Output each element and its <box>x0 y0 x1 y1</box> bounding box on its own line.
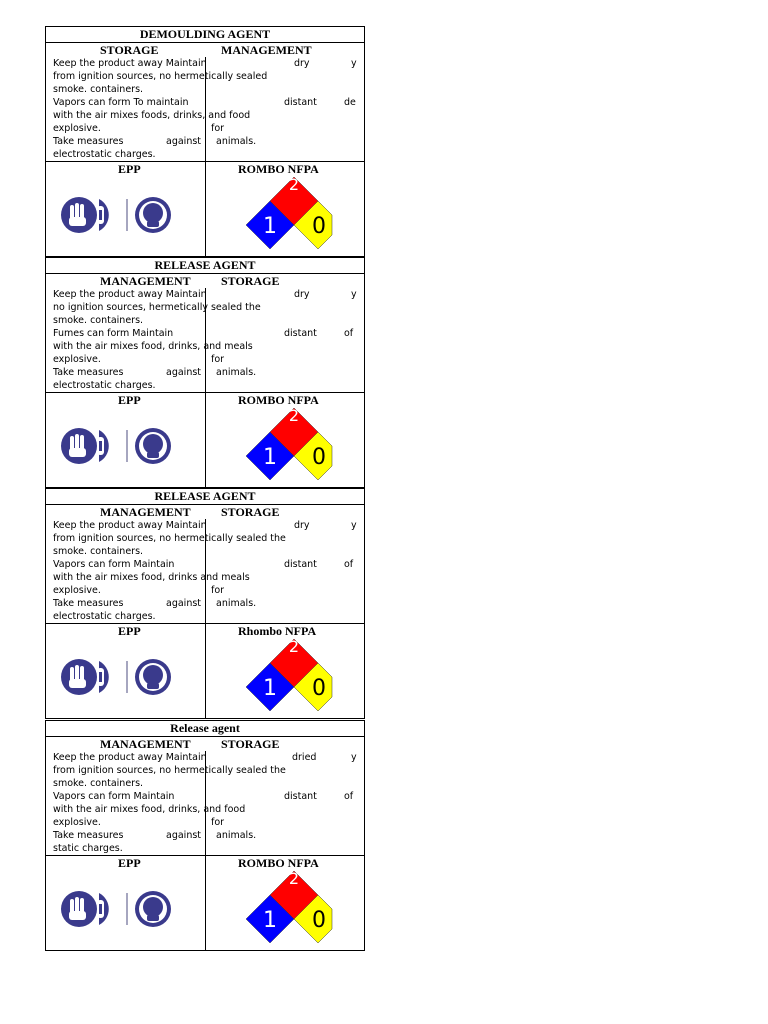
text-line: Keep the product away Maintain <box>53 752 207 763</box>
text-word: for <box>211 585 225 596</box>
text-word: dry <box>294 58 310 69</box>
nfpa-label: ROMBO NFPA <box>238 162 319 176</box>
text-word: against <box>166 136 202 147</box>
text-word: of <box>344 559 354 570</box>
epp-label: EPP <box>118 393 141 407</box>
text-word: de <box>344 97 356 108</box>
text-word: animals. <box>216 598 257 609</box>
column-header-left: STORAGE <box>100 43 159 57</box>
card-body-text <box>46 57 364 161</box>
text-line: explosive. <box>53 817 101 828</box>
column-header-left: MANAGEMENT <box>100 505 191 519</box>
text-line: Keep the product away Maintain <box>53 289 207 300</box>
nfpa-health-value: 1 <box>263 214 277 239</box>
ppe-icons <box>61 659 191 699</box>
nfpa-reactivity-value: 0 <box>312 214 326 239</box>
nfpa-diamond <box>246 177 336 257</box>
text-line: smoke. containers. <box>53 315 144 326</box>
face-mask-icon <box>135 659 171 695</box>
face-mask-icon <box>135 428 171 464</box>
text-line: electrostatic charges. <box>53 611 156 622</box>
card-symbols-row <box>46 161 364 256</box>
epp-label: EPP <box>118 162 141 176</box>
nfpa-fire-value: 2 <box>288 408 300 425</box>
card-body-text <box>46 751 364 855</box>
text-line: Keep the product away Maintain <box>53 58 207 69</box>
column-headers <box>46 737 364 751</box>
ear-protection-icon <box>97 893 109 925</box>
column-divider <box>205 162 206 256</box>
ppe-icons <box>61 197 191 237</box>
text-line: electrostatic charges. <box>53 149 156 160</box>
column-divider <box>205 624 206 718</box>
text-word: animals. <box>216 136 257 147</box>
text-line: electrostatic charges. <box>53 380 156 391</box>
text-line: with the air mixes food, drinks, and meals <box>53 341 253 352</box>
card-title: RELEASE AGENT <box>46 489 364 505</box>
text-word: animals. <box>216 830 257 841</box>
text-line: static charges. <box>53 843 123 854</box>
text-line: explosive. <box>53 354 101 365</box>
face-mask-icon <box>135 197 171 233</box>
gloves-icon <box>61 891 97 927</box>
ear-protection-icon <box>97 199 109 231</box>
text-line: smoke. containers. <box>53 84 144 95</box>
text-word: against <box>166 367 202 378</box>
text-word: for <box>211 123 225 134</box>
column-header-left: MANAGEMENT <box>100 274 191 288</box>
text-line: with the air mixes foods, drinks, and food <box>53 110 251 121</box>
text-line: from ignition sources, no hermetically sealed <box>53 71 268 82</box>
column-header-right: STORAGE <box>221 274 280 288</box>
text-word: dry <box>294 520 310 531</box>
column-divider <box>205 856 206 950</box>
column-headers <box>46 274 364 288</box>
text-line: Take measures <box>53 136 124 147</box>
card-title: Release agent <box>46 721 364 737</box>
text-word: for <box>211 354 225 365</box>
gloves-icon <box>61 428 97 464</box>
nfpa-label: ROMBO NFPA <box>238 856 319 870</box>
ear-protection-icon <box>97 430 109 462</box>
epp-label: EPP <box>118 856 141 870</box>
text-line: Take measures <box>53 598 124 609</box>
text-line: with the air mixes food, drinks, and food <box>53 804 246 815</box>
nfpa-health-value: 1 <box>263 676 277 701</box>
nfpa-health-value: 1 <box>263 445 277 470</box>
epp-label: EPP <box>118 624 141 638</box>
card-title: DEMOULDING AGENT <box>46 27 364 43</box>
nfpa-fire-value: 2 <box>288 177 300 194</box>
text-word: of <box>344 791 354 802</box>
text-line: explosive. <box>53 585 101 596</box>
text-word: y <box>351 289 357 300</box>
column-header-right: STORAGE <box>221 737 280 751</box>
text-line: Take measures <box>53 830 124 841</box>
nfpa-label: Rhombo NFPA <box>238 624 317 638</box>
nfpa-fire-value: 2 <box>288 639 300 656</box>
text-line: Vapors can form Maintain <box>53 559 175 570</box>
text-line: Keep the product away Maintain <box>53 520 207 531</box>
nfpa-reactivity-value: 0 <box>312 676 326 701</box>
card-body-text <box>46 519 364 623</box>
text-line: explosive. <box>53 123 101 134</box>
text-line: Fumes can form Maintain <box>53 328 174 339</box>
text-line: Vapors can form To maintain <box>53 97 189 108</box>
text-line: smoke. containers. <box>53 778 144 789</box>
text-line: smoke. containers. <box>53 546 144 557</box>
nfpa-fire-value: 2 <box>288 871 300 888</box>
text-word: distant <box>284 791 317 802</box>
text-word: against <box>166 830 202 841</box>
card-body-text <box>46 288 364 392</box>
nfpa-label: ROMBO NFPA <box>238 393 319 407</box>
ppe-icons <box>61 428 191 468</box>
card-symbols-row <box>46 392 364 487</box>
gloves-icon <box>61 197 97 233</box>
text-word: distant <box>284 328 317 339</box>
nfpa-reactivity-value: 0 <box>312 445 326 470</box>
text-word: for <box>211 817 225 828</box>
text-line: from ignition sources, no hermetically sealed the <box>53 533 286 544</box>
text-word: y <box>351 752 357 763</box>
gloves-icon <box>61 659 97 695</box>
text-word: distant <box>284 97 317 108</box>
column-header-right: MANAGEMENT <box>221 43 312 57</box>
ppe-icons <box>61 891 191 931</box>
column-headers <box>46 505 364 519</box>
card-title: RELEASE AGENT <box>46 258 364 274</box>
ear-protection-icon <box>97 661 109 693</box>
column-headers <box>46 43 364 57</box>
text-word: dried <box>292 752 317 763</box>
safety-card-4 <box>45 720 365 951</box>
text-word: of <box>344 328 354 339</box>
text-line: Take measures <box>53 367 124 378</box>
safety-card-3 <box>45 488 365 719</box>
text-word: against <box>166 598 202 609</box>
nfpa-reactivity-value: 0 <box>312 908 326 933</box>
text-word: dry <box>294 289 310 300</box>
nfpa-diamond <box>246 871 336 951</box>
column-header-left: MANAGEMENT <box>100 737 191 751</box>
text-word: animals. <box>216 367 257 378</box>
safety-card-1 <box>45 26 365 257</box>
safety-card-2 <box>45 257 365 488</box>
nfpa-diamond <box>246 639 336 719</box>
card-symbols-row <box>46 855 364 950</box>
text-word: y <box>351 58 357 69</box>
text-line: with the air mixes food, drinks and meals <box>53 572 250 583</box>
nfpa-health-value: 1 <box>263 908 277 933</box>
text-line: from ignition sources, no hermetically sealed the <box>53 765 286 776</box>
face-mask-icon <box>135 891 171 927</box>
text-word: distant <box>284 559 317 570</box>
nfpa-diamond <box>246 408 336 488</box>
card-symbols-row <box>46 623 364 718</box>
text-line: Vapors can form Maintain <box>53 791 175 802</box>
column-divider <box>205 393 206 487</box>
text-word: y <box>351 520 357 531</box>
column-header-right: STORAGE <box>221 505 280 519</box>
text-line: no ignition sources, hermetically sealed the <box>53 302 261 313</box>
